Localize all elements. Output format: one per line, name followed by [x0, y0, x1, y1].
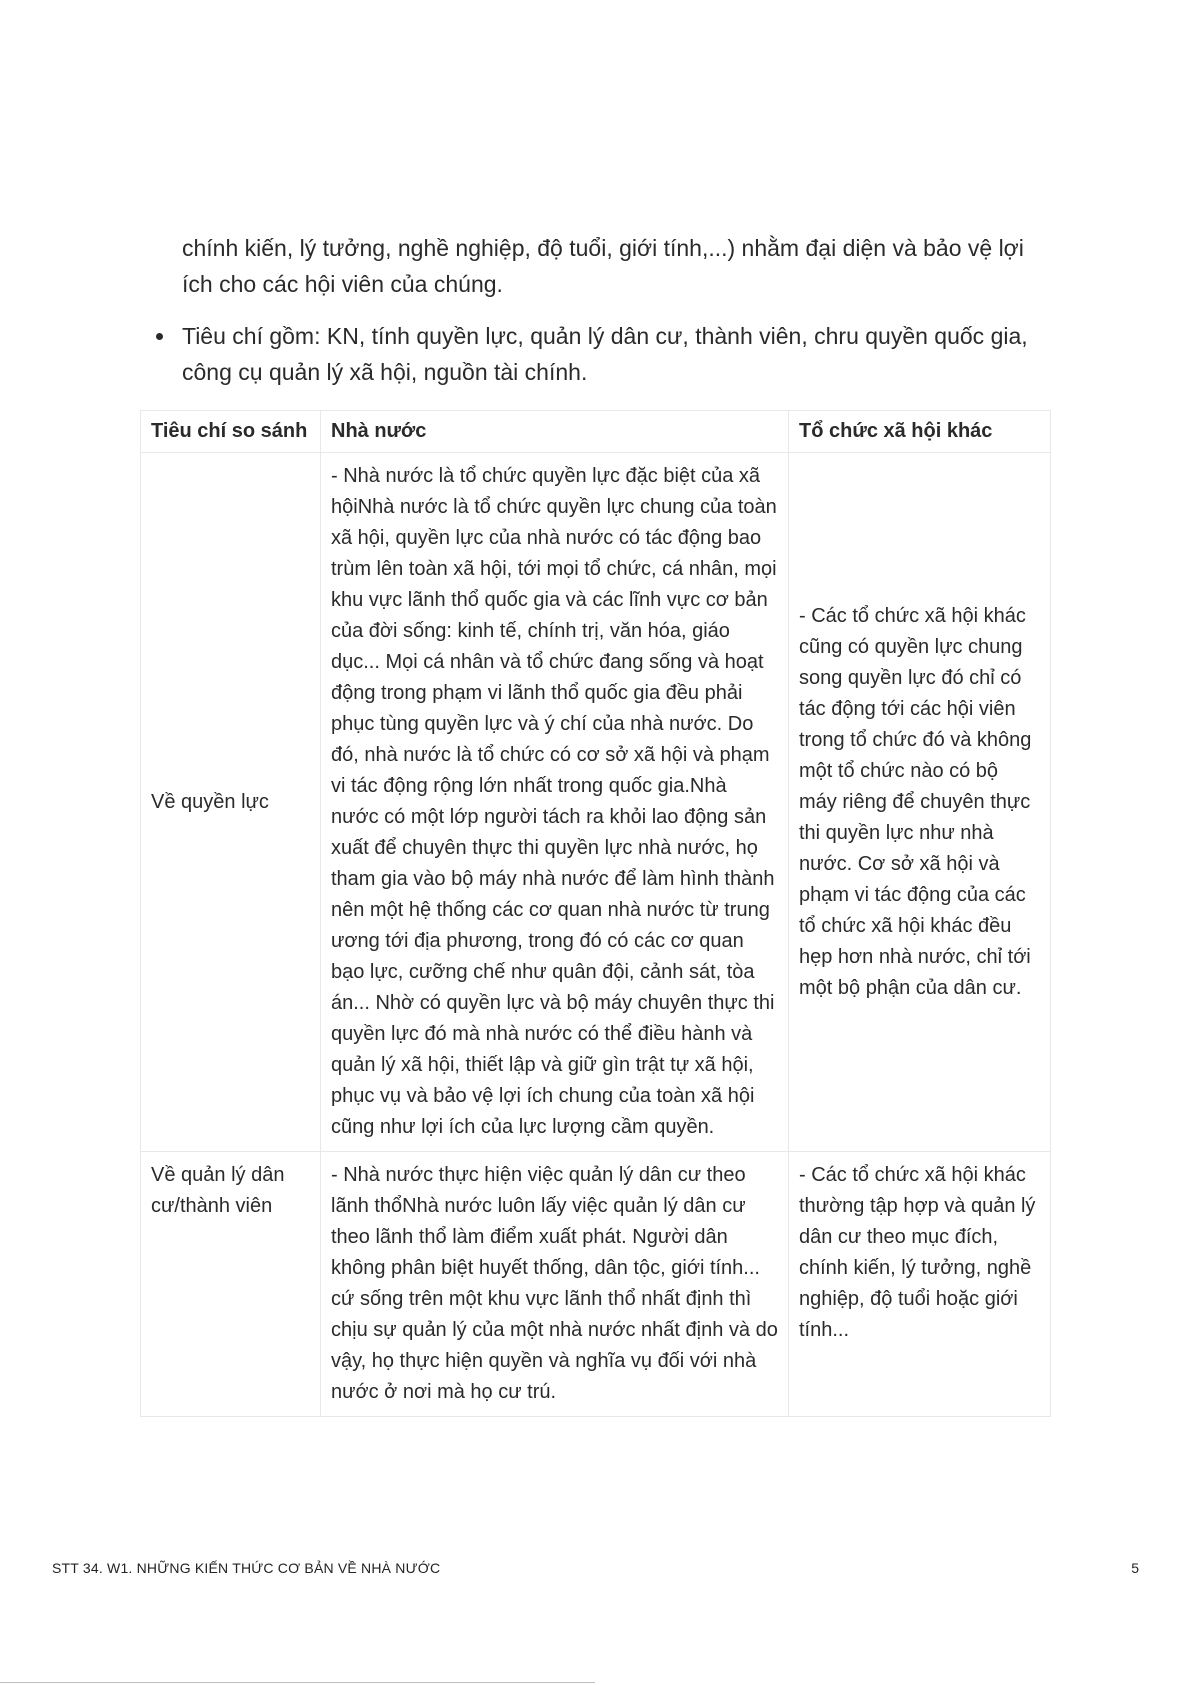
footer-page-number: 5	[1131, 1560, 1139, 1576]
cell-state: - Nhà nước là tổ chức quyền lực đặc biệt của xã hộiNhà nước là tổ chức quyền lực chung của toàn xã hội, quyền lực của nhà nước có tác động bao trùm lên toàn xã hội, tới mọi tổ chức, cá nhân, mọi khu vực lãnh thổ quốc gia và các lĩnh vực cơ bản của đời sống: kinh tế, chính trị, văn hóa, giáo dục... Mọi cá nhân và tổ chức đang sống và hoạt động trong phạm vi lãnh thổ quốc gia đều phải phục tùng quyền lực và ý chí của nhà nước. Do đó, nhà nước là tổ chức có cơ sở xã hội và phạm vi tác động rộng lớn nhất trong quốc gia.Nhà nước có một lớp người tách ra khỏi lao động sản xuất để chuyên thực thi quyền lực nhà nước, họ tham gia vào bộ máy nhà nước để làm hình thành nên một hệ thống các cơ quan nhà nước từ trung ương tới địa phương, trong đó có các cơ quan bạo lực, cưỡng chế như quân đội, cảnh sát, tòa án... Nhờ có quyền lực và bộ máy chuyên thực thi quyền lực đó mà nhà nước có thể điều hành và quản lý xã hội, thiết lập và giữ gìn trật tự xã hội, phục vụ và bảo vệ lợi ích chung của toàn xã hội cũng như lợi ích của lực lượng cầm quyền.	[321, 453, 789, 1152]
cell-criterion: Về quản lý dân cư/thành viên	[141, 1152, 321, 1417]
continuation-paragraph: chính kiến, lý tưởng, nghề nghiệp, độ tuổi, giới tính,...) nhằm đại diện và bảo vệ lợi ích cho các hội viên của chúng.	[182, 235, 1024, 297]
header-state: Nhà nước	[321, 411, 789, 453]
page-content	[140, 230, 1050, 1417]
cell-state: - Nhà nước thực hiện việc quản lý dân cư theo lãnh thổNhà nước luôn lấy việc quản lý dân cư theo lãnh thổ làm điểm xuất phát. Người dân không phân biệt huyết thống, dân tộc, giới tính... cứ sống trên một khu vực lãnh thổ nhất định thì chịu sự quản lý của một nhà nước nhất định và do vậy, họ thực hiện quyền và nghĩa vụ đối với nhà nước ở nơi mà họ cư trú.	[321, 1152, 789, 1417]
table-header-row	[141, 411, 1051, 453]
cell-other: - Các tổ chức xã hội khác cũng có quyền lực chung song quyền lực đó chỉ có tác động tới các hội viên trong tổ chức đó và không một tổ chức nào có bộ máy riêng để chuyên thực thi quyền lực như nhà nước. Cơ sở xã hội và phạm vi tác động của các tổ chức xã hội khác đều hẹp hơn nhà nước, chỉ tới một bộ phận của dân cư.	[789, 453, 1051, 1152]
bullet-list	[140, 318, 1050, 390]
footer-document-title: STT 34. W1. NHỮNG KIẾN THỨC CƠ BẢN VỀ NHÀ NƯỚC	[52, 1560, 441, 1576]
comparison-table	[140, 410, 1051, 1417]
cell-other: - Các tổ chức xã hội khác thường tập hợp và quản lý dân cư theo mục đích, chính kiến, lý tưởng, nghề nghiệp, độ tuổi hoặc giới tính...	[789, 1152, 1051, 1417]
cell-criterion: Về quyền lực	[141, 453, 321, 1152]
list-item-text: Tiêu chí gồm: KN, tính quyền lực, quản lý dân cư, thành viên, chru quyền quốc gia, công cụ quản lý xã hội, nguồn tài chính.	[182, 323, 1028, 385]
bottom-divider	[0, 1682, 595, 1683]
table-row	[141, 453, 1051, 1152]
header-other-organizations: Tổ chức xã hội khác	[789, 411, 1051, 453]
header-criterion: Tiêu chí so sánh	[141, 411, 321, 453]
table-row	[141, 1152, 1051, 1417]
bullet-dot-icon	[156, 333, 163, 340]
list-item	[140, 318, 1050, 390]
